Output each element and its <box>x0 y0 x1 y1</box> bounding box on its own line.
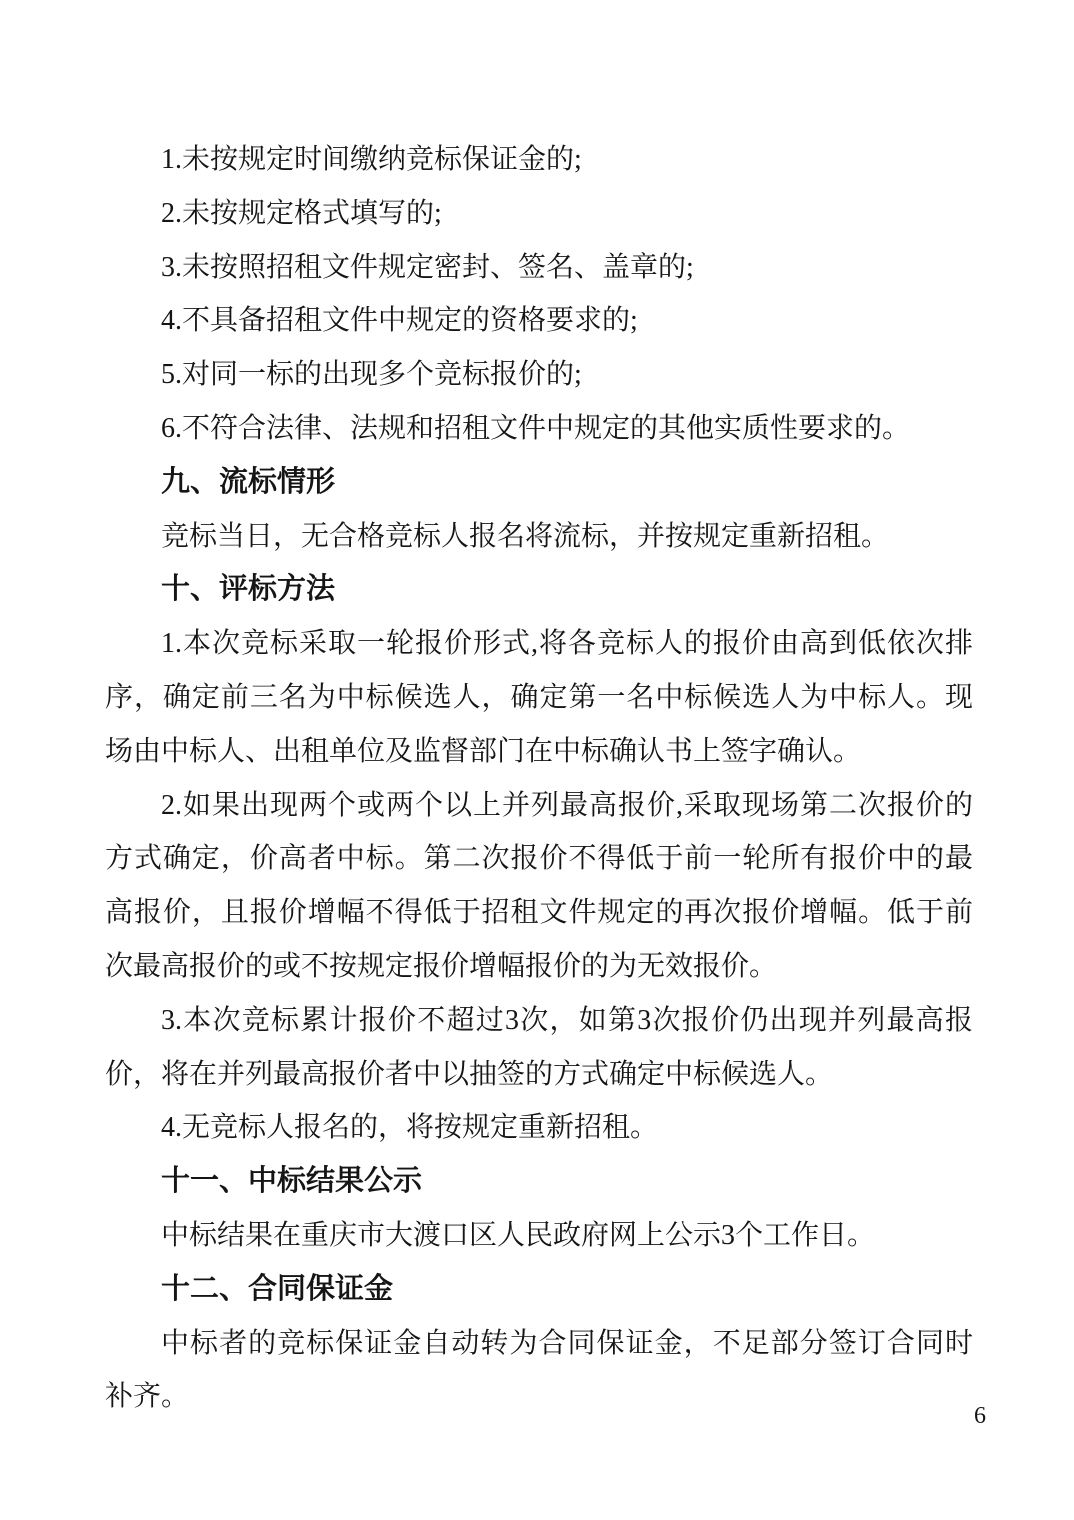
section-heading: 十二、合同保证金 <box>161 1272 394 1305</box>
text-line: 补齐。 <box>105 1381 190 1413</box>
document-body <box>105 133 973 1424</box>
text-line: 中标结果在重庆市大渡口区人民政府网上公示3个工作日。 <box>161 1219 876 1251</box>
text-line: 1.未按规定时间缴纳竞标保证金的; <box>161 144 582 175</box>
text-line: 2.如果出现两个或两个以上并列最高报价,采取现场第二次报价的 <box>161 789 973 821</box>
text-line: 4.不具备招租文件中规定的资格要求的; <box>161 305 638 337</box>
text-line: 竞标当日，无合格竞标人报名将流标，并按规定重新招租。 <box>161 520 890 552</box>
text-line: 高报价，且报价增幅不得低于招租文件规定的再次报价增幅。低于前 <box>105 897 973 929</box>
text-line: 3.未按照招租文件规定密封、签名、盖章的; <box>161 251 694 283</box>
text-line: 4.无竞标人报名的，将按规定重新招租。 <box>161 1112 659 1144</box>
text-line: 1.本次竞标采取一轮报价形式,将各竞标人的报价由高到低依次排 <box>161 628 973 660</box>
page-number: 6 <box>974 1403 986 1429</box>
text-line: 3.本次竞标累计报价不超过3次，如第3次报价仍出现并列最高报 <box>161 1004 973 1036</box>
text-line: 2.未按规定格式填写的; <box>161 197 442 229</box>
text-line: 方式确定，价高者中标。第二次报价不得低于前一轮所有报价中的最 <box>105 843 973 875</box>
text-line: 5.对同一标的出现多个竞标报价的; <box>161 359 582 391</box>
text-line: 次最高报价的或不按规定报价增幅报价的为无效报价。 <box>105 950 778 982</box>
text-line: 6.不符合法律、法规和招租文件中规定的其他实质性要求的。 <box>161 412 911 444</box>
text-line: 序，确定前三名为中标候选人，确定第一名中标候选人为中标人。现 <box>105 681 973 713</box>
text-line: 中标者的竞标保证金自动转为合同保证金，不足部分签订合同时 <box>161 1327 973 1359</box>
text-line: 价，将在并列最高报价者中以抽签的方式确定中标候选人。 <box>105 1058 834 1090</box>
text-line: 场由中标人、出租单位及监督部门在中标确认书上签字确认。 <box>105 735 862 767</box>
section-heading: 十、评标方法 <box>161 573 336 606</box>
section-heading: 十一、中标结果公示 <box>161 1165 423 1198</box>
section-heading: 九、流标情形 <box>161 465 336 498</box>
